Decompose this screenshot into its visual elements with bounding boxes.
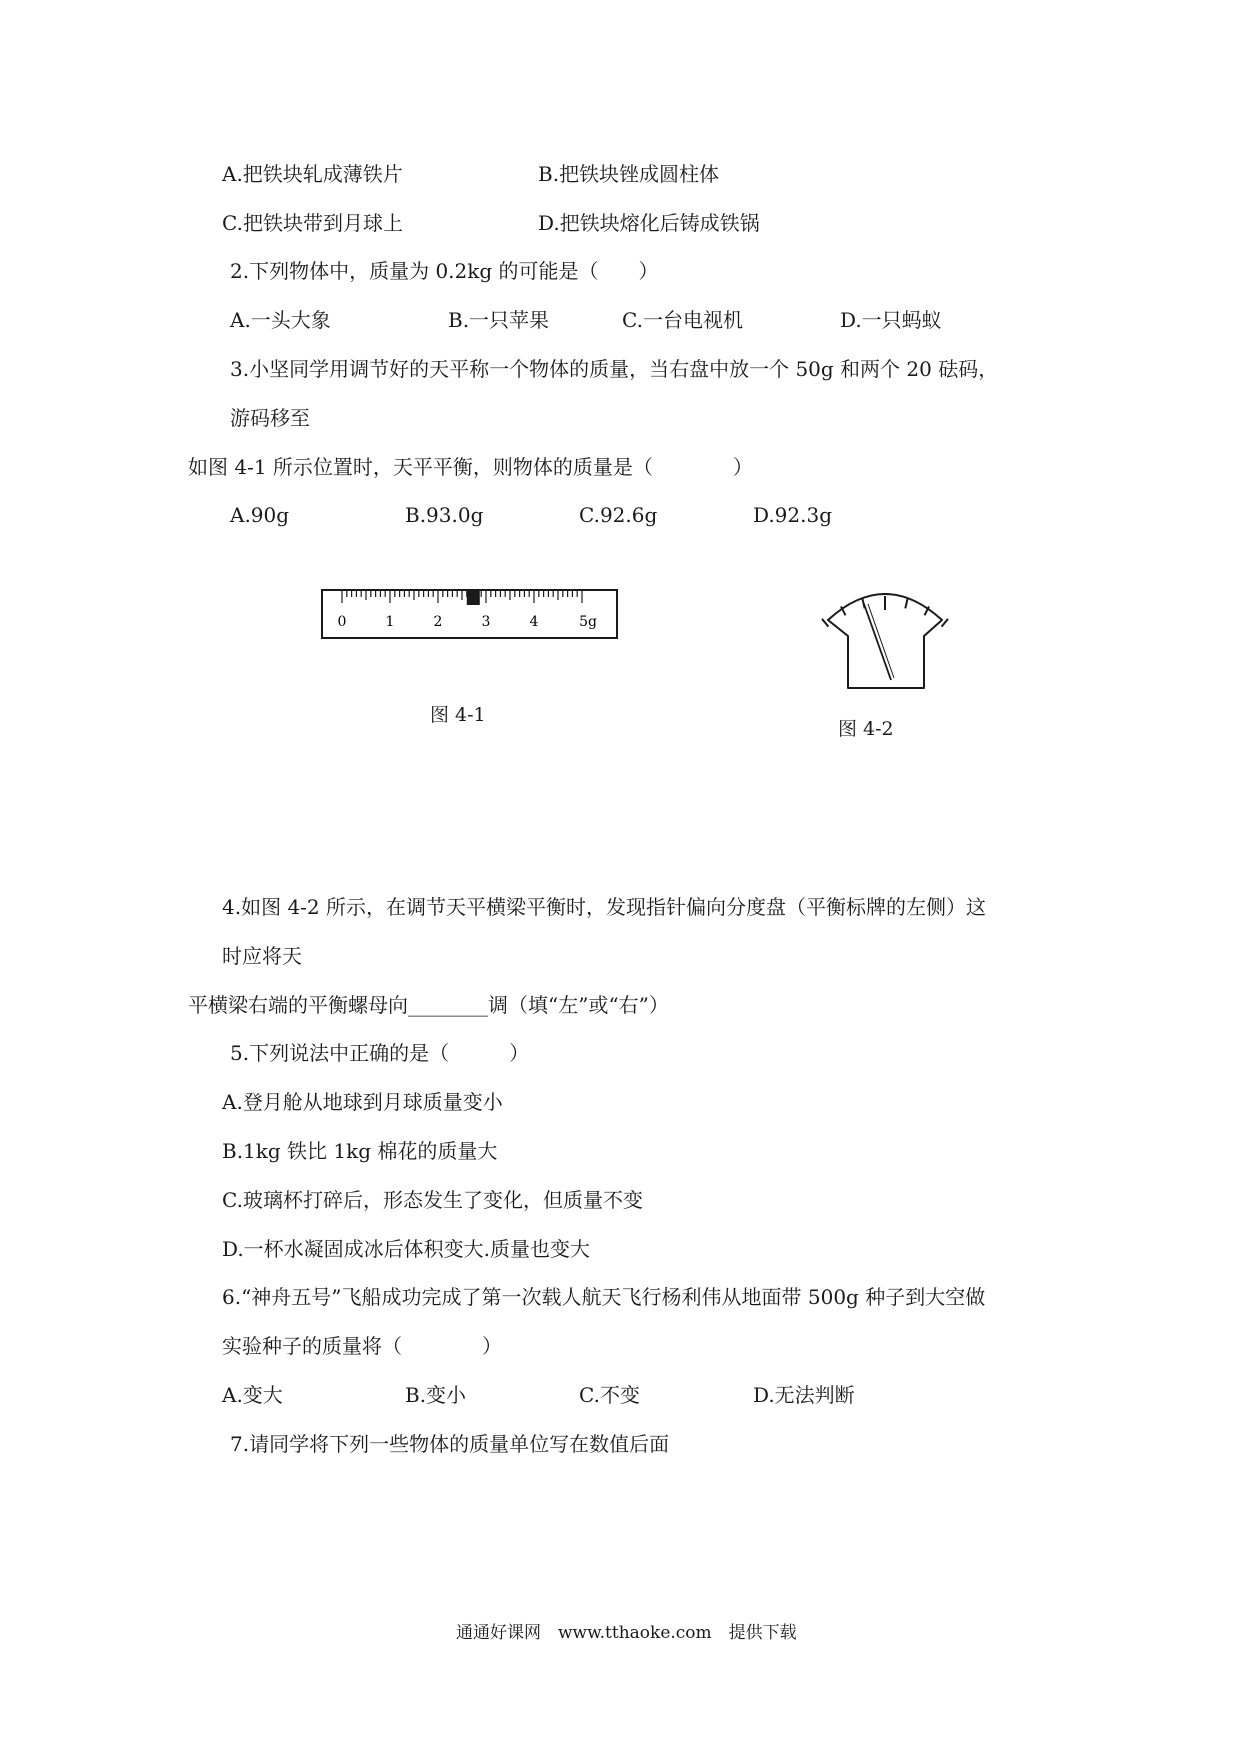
q6-line1: 6.“神舟五号”飞船成功完成了第一次载人航天飞行杨利伟从地面带 500g 种子到大空做: [222, 1285, 986, 1309]
q2-option-a: A.一头大象: [230, 308, 331, 332]
q6-line2: 实验种子的质量将（ ）: [222, 1334, 502, 1358]
q6-option-d: D.无法判断: [753, 1383, 855, 1407]
q5-option-a: A.登月舱从地球到月球质量变小: [222, 1090, 503, 1114]
q2-option-b: B.一只苹果: [448, 308, 550, 332]
ruler-label-3: 3: [481, 614, 491, 630]
q3-option-c: C.92.6g: [579, 503, 658, 527]
ruler-label-1: 1: [385, 614, 395, 630]
figure-4-1-caption: 图 4-1: [430, 704, 486, 726]
q3-stem-line2: 游码移至: [230, 406, 310, 430]
q1-option-d: D.把铁块熔化后铸成铁锅: [538, 211, 760, 235]
q5-stem: 5.下列说法中正确的是（ ）: [230, 1041, 530, 1065]
ruler-label-2: 2: [433, 614, 443, 630]
dial-pointer-edge: [868, 604, 894, 678]
q6-option-b: B.变小: [405, 1383, 467, 1407]
q5-option-c: C.玻璃杯打碎后，形态发生了变化，但质量不变: [222, 1188, 643, 1212]
q1-option-b: B.把铁块锉成圆柱体: [538, 162, 720, 186]
q7-stem: 7.请同学将下列一些物体的质量单位写在数值后面: [230, 1432, 670, 1456]
figure-4-2-dial: [820, 582, 950, 692]
page-footer: 通通好课网 www.tthaoke.com 提供下载: [456, 1623, 797, 1643]
q1-option-a: A.把铁块轧成薄铁片: [222, 162, 403, 186]
dial-pointer: [864, 604, 891, 680]
q5-option-b: B.1kg 铁比 1kg 棉花的质量大: [222, 1139, 498, 1163]
q4-line2: 时应将天: [222, 944, 302, 968]
q4-line1: 4.如图 4-2 所示，在调节天平横梁平衡时，发现指针偏向分度盘（平衡标牌的左侧）这: [222, 895, 987, 919]
ruler-label-5g: 5g: [579, 614, 597, 630]
q2-option-d: D.一只蚂蚁: [840, 308, 942, 332]
ruler-ticks: [342, 591, 582, 603]
dial-tick: [905, 599, 907, 609]
q6-option-c: C.不变: [579, 1383, 640, 1407]
q6-option-a: A.变大: [222, 1383, 283, 1407]
q3-stem-line3: 如图 4-1 所示位置时，天平平衡，则物体的质量是（ ）: [188, 455, 753, 479]
q2-option-c: C.一台电视机: [622, 308, 743, 332]
q4-line3: 平横梁右端的平衡螺母向________调（填“左”或“右”）: [188, 993, 669, 1017]
q5-option-d: D.一杯水凝固成冰后体积变大.质量也变大: [222, 1237, 591, 1261]
dial-ticks: [822, 596, 948, 627]
ruler-rider: [467, 591, 480, 605]
q2-stem: 2.下列物体中，质量为 0.2kg 的可能是（ ）: [230, 259, 659, 283]
q3-option-d: D.92.3g: [753, 503, 833, 527]
q1-option-c: C.把铁块带到月球上: [222, 211, 403, 235]
q3-stem-line1: 3.小坚同学用调节好的天平称一个物体的质量，当右盘中放一个 50g 和两个 20 砝码，: [230, 357, 999, 381]
ruler-label-0: 0: [337, 614, 347, 630]
q3-option-a: A.90g: [230, 503, 290, 527]
ruler-label-4: 4: [529, 614, 539, 630]
q3-option-b: B.93.0g: [405, 503, 484, 527]
figure-4-2-caption: 图 4-2: [838, 718, 894, 740]
figure-4-1-ruler: [320, 588, 620, 644]
